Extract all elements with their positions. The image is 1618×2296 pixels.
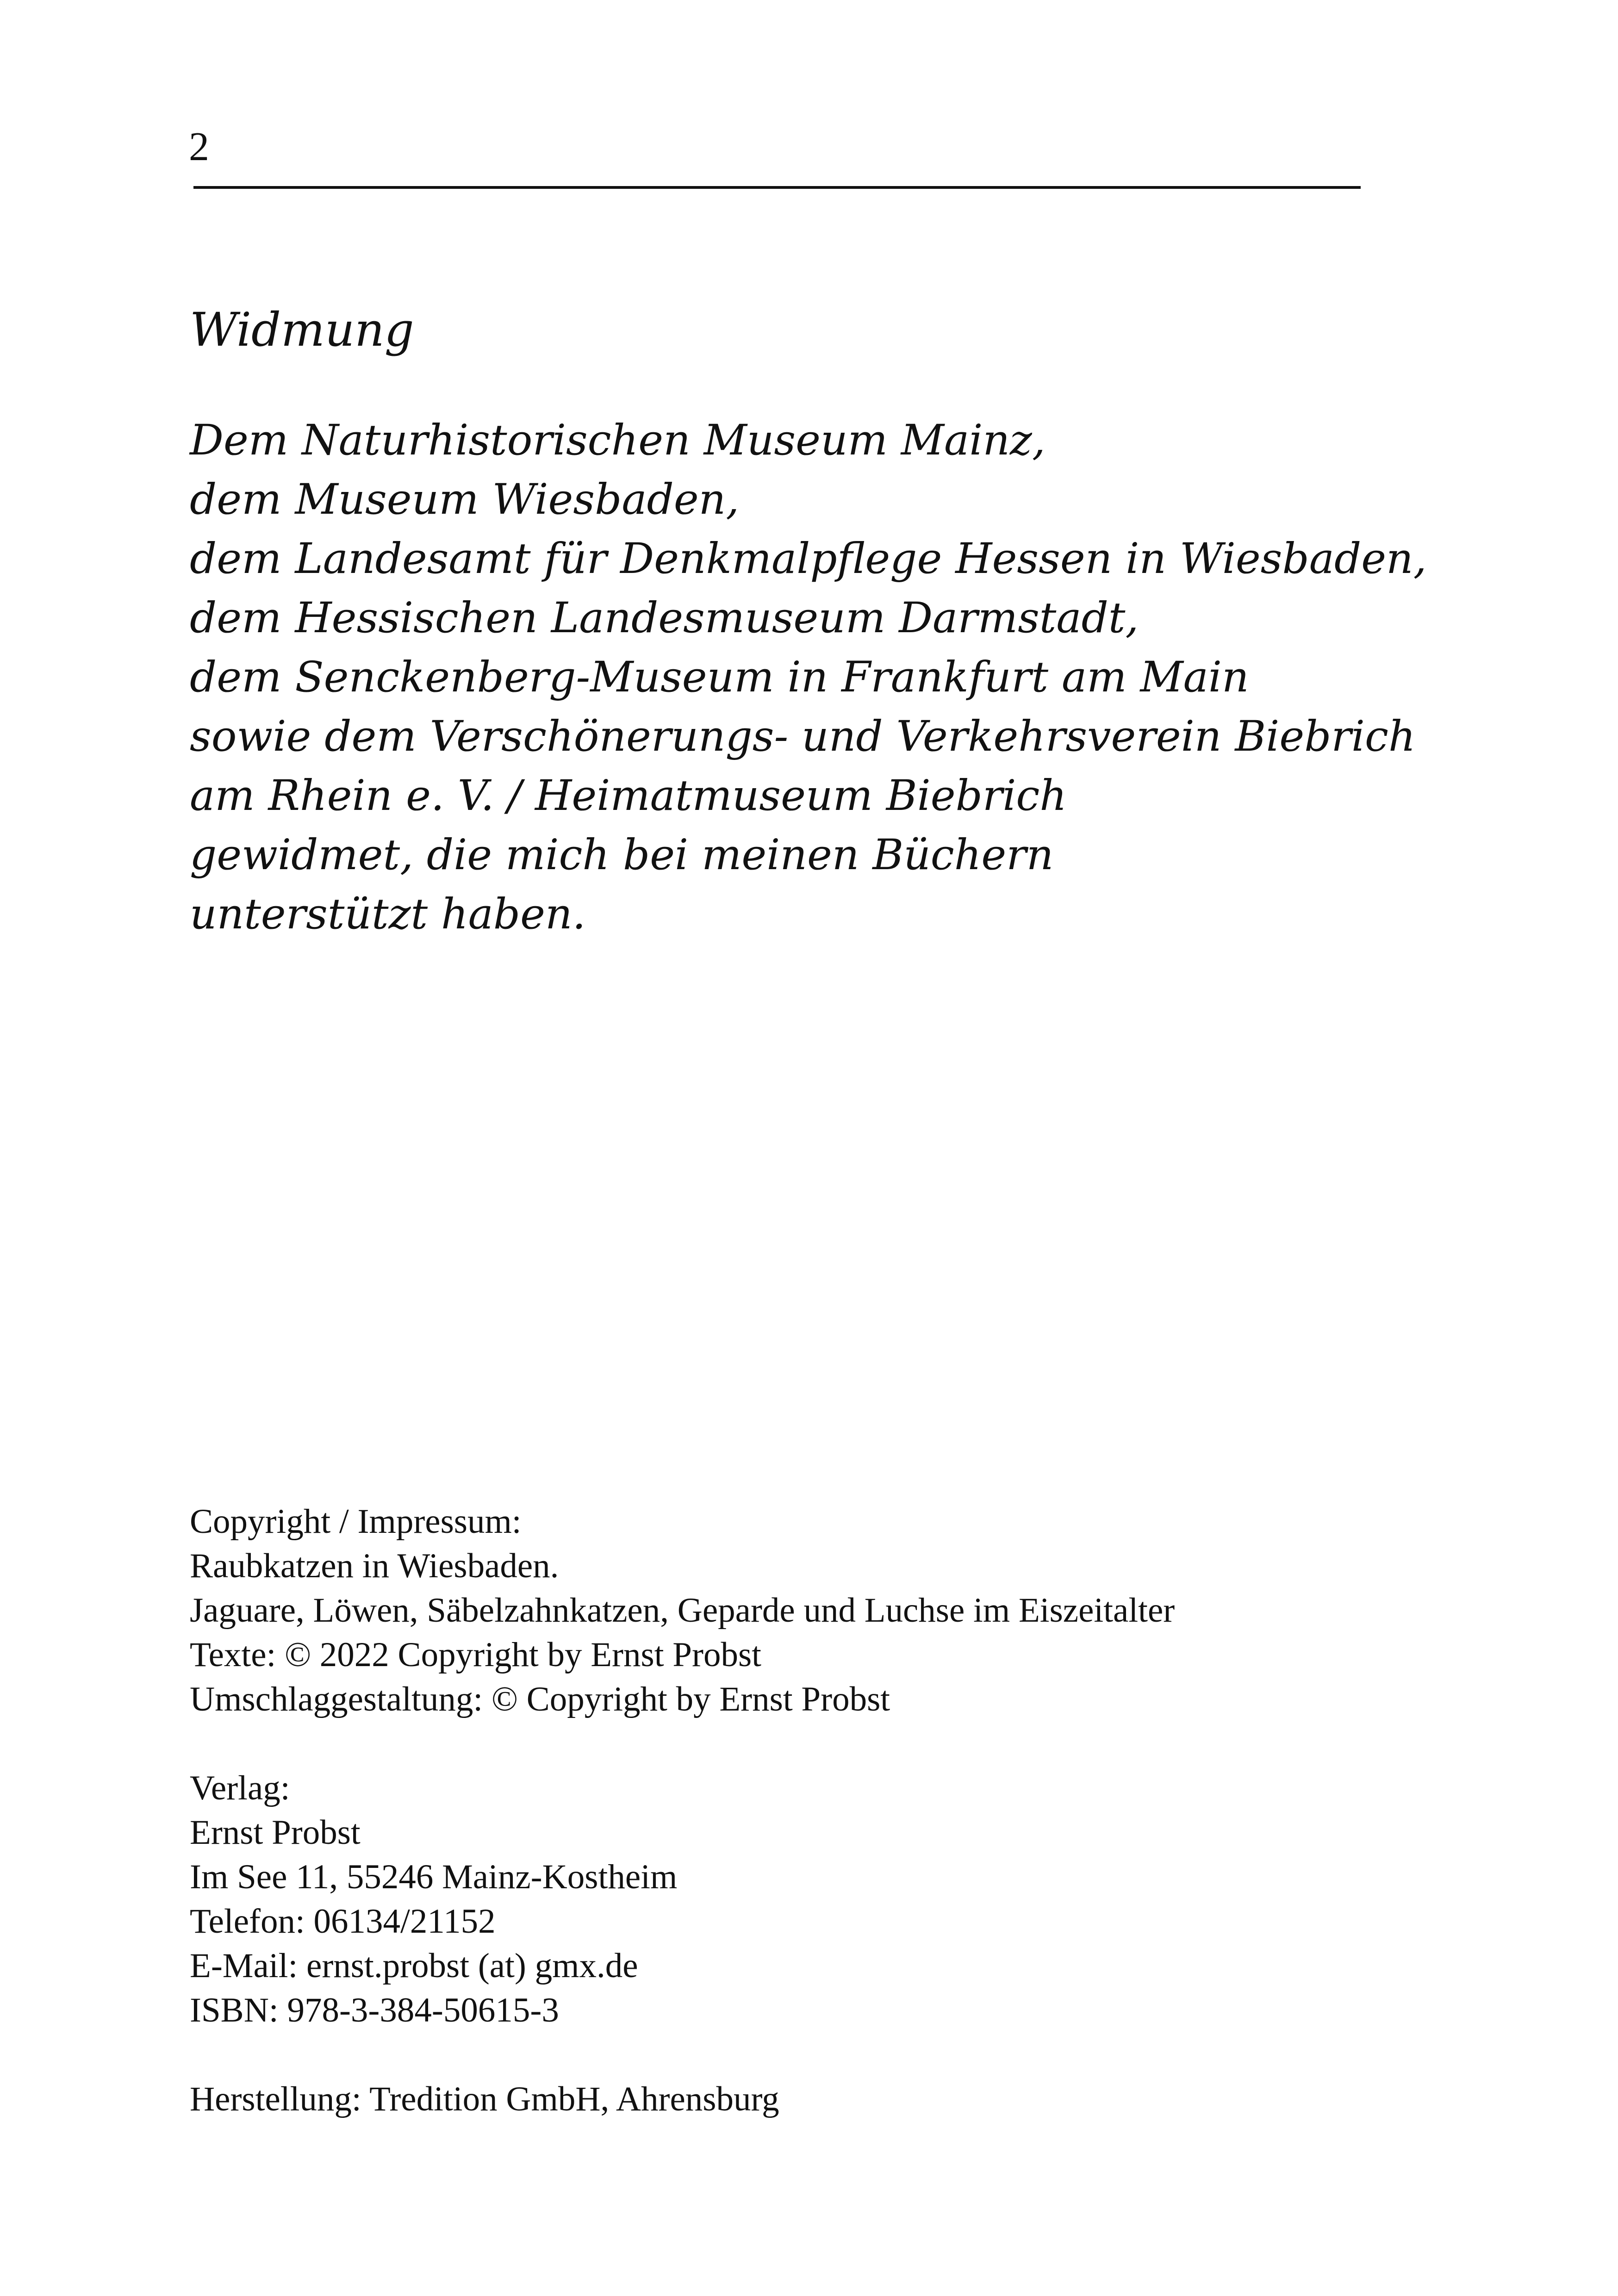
imprint-publisher-block bbox=[190, 1766, 1532, 2033]
book-subtitle: Jaguare, Löwen, Säbelzahnkatzen, Geparde und Luchse im Eiszeitalter bbox=[190, 1591, 1175, 1630]
dedication-line: dem Museum Wiesbaden, bbox=[190, 475, 740, 524]
imprint-heading: Copyright / Impressum: bbox=[190, 1502, 522, 1541]
text-copyright: Texte: © 2022 Copyright by Ernst Probst bbox=[190, 1636, 762, 1674]
dedication-line: dem Senckenberg-Museum in Frankfurt am Main bbox=[190, 653, 1249, 702]
dedication-line: dem Hessischen Landesmuseum Darmstadt, bbox=[190, 594, 1139, 642]
dedication-line: unterstützt haben. bbox=[190, 890, 586, 939]
publisher-phone: Telefon: 06134/21152 bbox=[190, 1902, 496, 1941]
dedication-line: Dem Naturhistorischen Museum Mainz, bbox=[190, 416, 1045, 465]
production-credit: Herstellung: Tredition GmbH, Ahrensburg bbox=[190, 2080, 779, 2118]
header-rule bbox=[193, 186, 1361, 189]
cover-copyright: Umschlaggestaltung: © Copyright by Ernst Probst bbox=[190, 1680, 890, 1718]
imprint-copyright-block bbox=[190, 1500, 1532, 1722]
dedication-text bbox=[190, 411, 1532, 944]
publisher-heading: Verlag: bbox=[190, 1769, 290, 1807]
publisher-address: Im See 11, 55246 Mainz-Kostheim bbox=[190, 1858, 678, 1896]
dedication-line: am Rhein e. V. / Heimatmuseum Biebrich bbox=[190, 772, 1067, 820]
dedication-line: sowie dem Verschönerungs- und Verkehrsverein Biebrich bbox=[190, 712, 1416, 761]
book-title: Raubkatzen in Wiesbaden. bbox=[190, 1547, 559, 1585]
page-number: 2 bbox=[189, 124, 209, 169]
publisher-email: E-Mail: ernst.probst (at) gmx.de bbox=[190, 1947, 638, 1985]
imprint-production-block bbox=[190, 2077, 1532, 2122]
isbn: ISBN: 978-3-384-50615-3 bbox=[190, 1991, 559, 2029]
publisher-name: Ernst Probst bbox=[190, 1813, 361, 1852]
dedication-line: dem Landesamt für Denkmalpflege Hessen in Wiesbaden, bbox=[190, 535, 1427, 583]
dedication-line: gewidmet, die mich bei meinen Büchern bbox=[190, 831, 1054, 879]
dedication-title: Widmung bbox=[190, 303, 414, 357]
